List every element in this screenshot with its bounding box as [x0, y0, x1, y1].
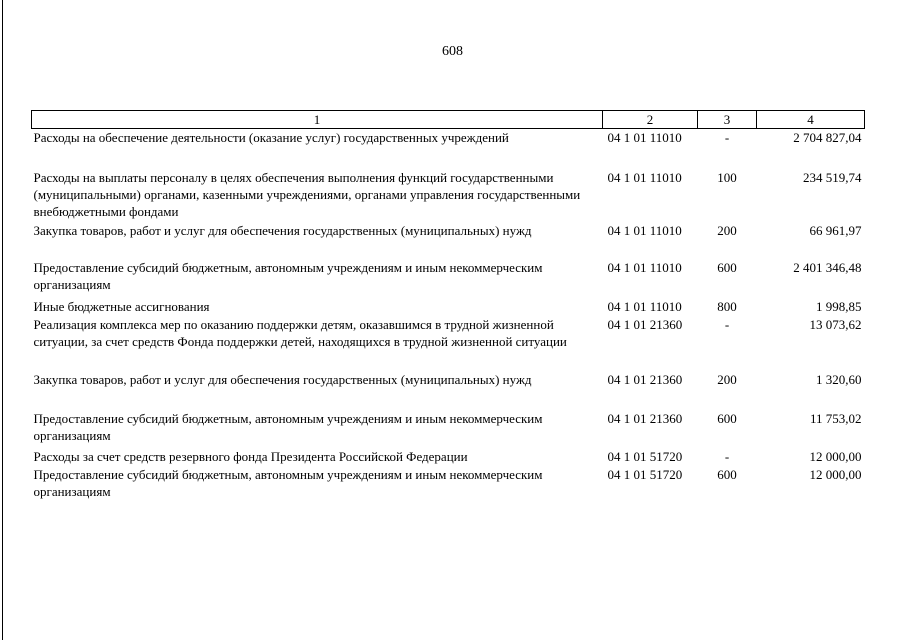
page-number: 608: [442, 44, 463, 59]
target-code: 04 1 01 21360: [607, 371, 683, 387]
table-row: [32, 466, 865, 502]
table-header-row: [32, 111, 865, 129]
expense-name: Иные бюджетные ассигнования: [33, 298, 210, 314]
column-header-3: 3: [698, 111, 757, 129]
page-left-border: [2, 0, 3, 640]
expense-type: 600: [717, 410, 737, 426]
expense-type: 600: [717, 259, 737, 275]
target-code: 04 1 01 11010: [607, 259, 682, 275]
table-row: [32, 316, 865, 371]
amount: 12 000,00: [809, 448, 862, 464]
target-code: 04 1 01 21360: [607, 410, 683, 426]
expense-name: Закупка товаров, работ и услуг для обеспечения государственных (муниципальных) нужд: [33, 371, 532, 387]
target-code: 04 1 01 51720: [607, 448, 683, 464]
expense-name: Предоставление субсидий бюджетным, автономным учреждениям и иным некоммерческим организациям: [33, 466, 543, 499]
amount: 66 961,97: [809, 222, 862, 238]
expense-type: 200: [717, 222, 737, 238]
amount: 234 519,74: [803, 169, 862, 185]
expense-name: Закупка товаров, работ и услуг для обеспечения государственных (муниципальных) нужд: [33, 222, 532, 238]
amount: 13 073,62: [809, 316, 862, 332]
amount: 1 998,85: [816, 298, 862, 314]
column-header-4: 4: [757, 111, 865, 129]
table-row: [32, 169, 865, 222]
expense-name: Предоставление субсидий бюджетным, автономным учреждениям и иным некоммерческим организациям: [33, 259, 543, 292]
amount: 1 320,60: [816, 371, 862, 387]
budget-table: [31, 110, 865, 502]
expense-type: 100: [717, 169, 737, 185]
table-row: [32, 298, 865, 316]
table-row: [32, 259, 865, 298]
target-code: 04 1 01 11010: [607, 169, 682, 185]
target-code: 04 1 01 11010: [607, 222, 682, 238]
amount: 12 000,00: [809, 466, 862, 482]
target-code: 04 1 01 11010: [607, 298, 682, 314]
expense-type: -: [724, 316, 730, 332]
column-header-1: 1: [32, 111, 603, 129]
expense-type: -: [724, 130, 730, 145]
target-code: 04 1 01 21360: [607, 316, 683, 332]
target-code: 04 1 01 51720: [607, 466, 683, 482]
column-header-2: 2: [603, 111, 698, 129]
expense-type: 800: [717, 298, 737, 314]
expense-type: -: [724, 448, 730, 464]
table-row: [32, 222, 865, 259]
expense-type: 200: [717, 371, 737, 387]
table-row: [32, 371, 865, 410]
table-row: [32, 410, 865, 448]
expense-type: 600: [717, 466, 737, 482]
target-code: 04 1 01 11010: [607, 130, 682, 145]
table-row: [32, 448, 865, 466]
amount: 2 704 827,04: [793, 130, 862, 145]
expense-name: Реализация комплекса мер по оказанию поддержки детям, оказавшимся в трудной жизненной ситуации, за счет средств Фонда поддержки детей, находящихся в трудной жизненной ситуации: [33, 316, 567, 349]
expense-name: Предоставление субсидий бюджетным, автономным учреждениям и иным некоммерческим организациям: [33, 410, 543, 443]
expense-name: Расходы на обеспечение деятельности (оказание услуг) государственных учреждений: [33, 130, 509, 145]
expense-name: Расходы на выплаты персоналу в целях обеспечения выполнения функций государственными (муниципальными) органами, казенными учреждениями, органами управления государственными внебюджетными фондами: [33, 169, 581, 219]
table-row: [32, 129, 865, 169]
amount: 2 401 346,48: [793, 259, 862, 275]
amount: 11 753,02: [809, 410, 862, 426]
expense-name: Расходы за счет средств резервного фонда Президента Российской Федерации: [33, 448, 468, 464]
